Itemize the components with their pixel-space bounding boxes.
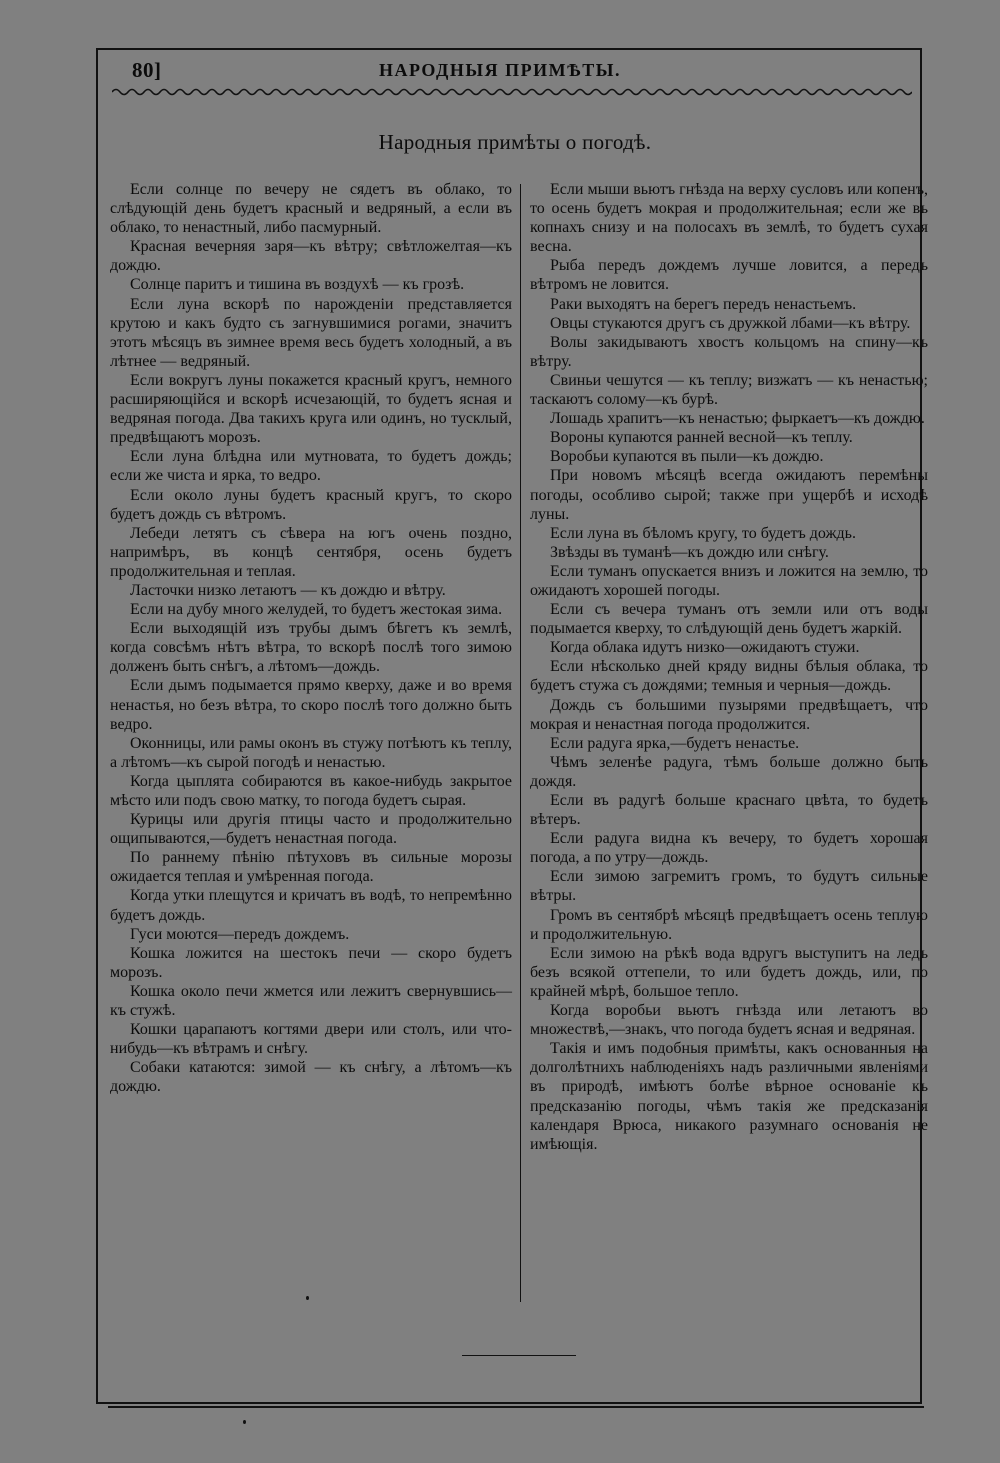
paragraph: Когда облака идутъ низко—ожидаютъ стужи.: [550, 639, 860, 657]
paragraph: Курицы или другія птицы часто и продолжительно ощипываются,—будетъ ненастная погода.: [110, 811, 512, 848]
ink-speck: [243, 1420, 246, 1424]
left-text-column: [110, 180, 512, 1097]
paragraph: Когда цыплята собираются въ какое-нибудь закрытое мѣсто или подъ свою матку, то погода будетъ сырая.: [110, 772, 512, 809]
paragraph: Если туманъ опускается внизъ и ложится на землю, то ожидаютъ хорошей погоды.: [530, 562, 928, 599]
paragraph: По раннему пѣнію пѣтуховъ въ сильные морозы ожидается теплая и умѣренная погода.: [110, 849, 512, 886]
paragraph: Если луна блѣдна или мутновата, то будетъ дождь; если же чиста и ярка, то ведро.: [110, 448, 512, 485]
paragraph: Такія и имъ подобныя примѣты, какъ основанныя на долголѣтнихъ наблюденіяхъ надъ различными явленіями въ природѣ, имѣютъ болѣе вѣрное основаніе къ предсказанію погоды, чѣмъ такія же предсказанія календаря Врюса, никакого разумнаго основанія не имѣющія.: [530, 1040, 928, 1153]
paragraph: Лебеди летятъ съ сѣвера на югъ очень поздно, напримѣръ, въ концѣ сентября, осень будетъ продолжительная и теплая.: [110, 524, 512, 580]
article-title: Народныя примѣты о погодѣ.: [378, 130, 652, 154]
paragraph: Если луна вскорѣ по нарожденіи представляется крутою и какъ будто съ загнувшимися рогами, значитъ этотъ мѣсяцъ въ зимнее время весь будетъ холодный, а въ лѣтнее — ведряный.: [110, 295, 512, 370]
paragraph: Собаки катаются: зимой — къ снѣгу, а лѣтомъ—къ дождю.: [110, 1059, 512, 1096]
decorative-wavy-rule: [112, 84, 912, 100]
paragraph: Кошка ложится на шестокъ печи — скоро будетъ морозъ.: [110, 944, 512, 981]
running-title: НАРОДНЫЯ ПРИМѢТЫ.: [379, 60, 621, 80]
paragraph: Вороны купаются ранней весной—къ теплу.: [550, 429, 853, 447]
column-divider: [520, 184, 521, 1302]
paragraph: Красная вечерняя заря—къ вѣтру; свѣтложелтая—къ дождю.: [110, 238, 512, 275]
paragraph: При новомъ мѣсяцѣ всегда ожидаютъ перемѣны погоды, особливо сырой; также при ущербѣ и исходѣ луны.: [530, 467, 928, 523]
paragraph: Когда утки плещутся и кричатъ въ водѣ, то непремѣнно будетъ дождь.: [110, 887, 512, 924]
bottom-border-rule: [108, 1406, 924, 1408]
ink-speck: [306, 1296, 309, 1300]
paragraph: Волы закидываютъ хвостъ кольцомъ на спину—къ вѣтру.: [530, 333, 928, 370]
paragraph: Громъ въ сентябрѣ мѣсяцѣ предвѣщаетъ осень теплую и продолжительную.: [530, 906, 928, 943]
paragraph: Если зимою загремитъ громъ, то будутъ сильные вѣтры.: [530, 868, 928, 905]
paragraph: Если дымъ подымается прямо кверху, даже и во время ненастья, но безъ вѣтра, то скоро послѣ того должно быть ведро.: [110, 677, 512, 733]
paragraph: Дождь съ большими пузырями предвѣщаетъ, что мокрая и ненастная погода продолжится.: [530, 696, 928, 733]
paragraph: Когда воробьи вьютъ гнѣзда или летаютъ во множествѣ,—знакъ, что погода будетъ ясная и ведряная.: [530, 1002, 928, 1039]
paragraph: Если луна въ бѣломъ кругу, то будетъ дождь.: [550, 524, 856, 542]
paragraph: Рыба передъ дождемъ лучше ловится, а передъ вѣтромъ не ловится.: [530, 257, 928, 294]
paragraph: Если нѣсколько дней кряду видны бѣлыя облака, то будетъ стужа съ дождями; темныя и черныя—дождь.: [530, 658, 928, 695]
paragraph: Если мыши вьютъ гнѣзда на верху сусловъ или копенъ, то осень будетъ мокрая и продолжительная; если же въ копнахъ снизу и на полосахъ въ землѣ, то будетъ сухая весна.: [530, 181, 928, 256]
paragraph: Если радуга видна къ вечеру, то будетъ хорошая погода, а по утру—дождь.: [530, 830, 928, 867]
paragraph: Кошка около печи жмется или лежитъ свернувшись—къ стужѣ.: [110, 982, 512, 1020]
paragraph: Лошадь храпитъ—къ ненастью; фыркаетъ—къ дождю.: [550, 410, 925, 428]
paragraph: Гуси моются—передъ дождемъ.: [130, 925, 350, 943]
paragraph: Ласточки низко летаютъ — къ дождю и вѣтру.: [130, 581, 446, 599]
right-text-column: [530, 180, 928, 1154]
paragraph: Солнце паритъ и тишина въ воздухѣ — къ грозѣ.: [130, 276, 465, 294]
paragraph: Если выходящій изъ трубы дымъ бѣгетъ къ землѣ, когда совсѣмъ нѣтъ вѣтра, то вскорѣ послѣ того зимою долженъ быть снѣгъ, а лѣтомъ—дождь.: [110, 620, 512, 676]
paragraph: Если около луны будетъ красный кругъ, то скоро будетъ дождь съ вѣтромъ.: [110, 486, 512, 523]
paragraph: Кошки царапаютъ когтями двери или столъ, или что-нибудь—къ вѣтрамъ и снѣгу.: [110, 1021, 512, 1058]
end-rule: [462, 1355, 576, 1356]
paragraph: Звѣзды въ туманѣ—къ дождю или снѣгу.: [550, 543, 829, 561]
paragraph: Оконницы, или рамы оконъ въ стужу потѣютъ къ теплу, а лѣтомъ—къ сырой погодѣ и ненастью.: [110, 734, 512, 771]
page-number: 80]: [132, 58, 162, 82]
paragraph: Свиньи чешутся — къ теплу; визжатъ — къ ненастью; таскаютъ солому—къ бурѣ.: [530, 371, 928, 409]
paragraph: Если на дубу много желудей, то будетъ жестокая зима.: [130, 601, 503, 619]
paragraph: Если въ радугѣ больше краснаго цвѣта, то будетъ вѣтеръ.: [530, 792, 928, 829]
paragraph: Если радуга ярка,—будетъ ненастье.: [550, 734, 800, 752]
paragraph: Если вокругъ луны покажется красный кругъ, немного расширяющійся и вскорѣ исчезающій, то будетъ ясная и ведряная погода. Два такихъ круга или одинъ, но тусклый, предвѣщаютъ морозъ.: [110, 371, 512, 447]
paragraph: Раки выходятъ на берегъ передъ ненастьемъ.: [550, 295, 857, 313]
paragraph: Если солнце по вечеру не сядетъ въ облако, то слѣдующій день будетъ красный и ведряный, а если въ облако, то ненастный, либо пасмурный.: [110, 181, 512, 237]
paragraph: Овцы стукаются другъ съ дружкой лбами—къ вѣтру.: [550, 314, 911, 332]
paragraph: Чѣмъ зеленѣе радуга, тѣмъ больше должно быть дождя.: [530, 753, 928, 790]
paragraph: Если съ вечера туманъ отъ земли или отъ воды подымается кверху, то слѣдующій день будетъ жаркій.: [530, 601, 928, 638]
paragraph: Воробьи купаются въ пыли—къ дождю.: [550, 448, 824, 466]
paragraph: Если зимою на рѣкѣ вода вдругъ выступитъ на ледъ безъ всякой оттепели, то или будетъ дождь, или, по крайней мѣрѣ, большое тепло.: [530, 944, 928, 1000]
